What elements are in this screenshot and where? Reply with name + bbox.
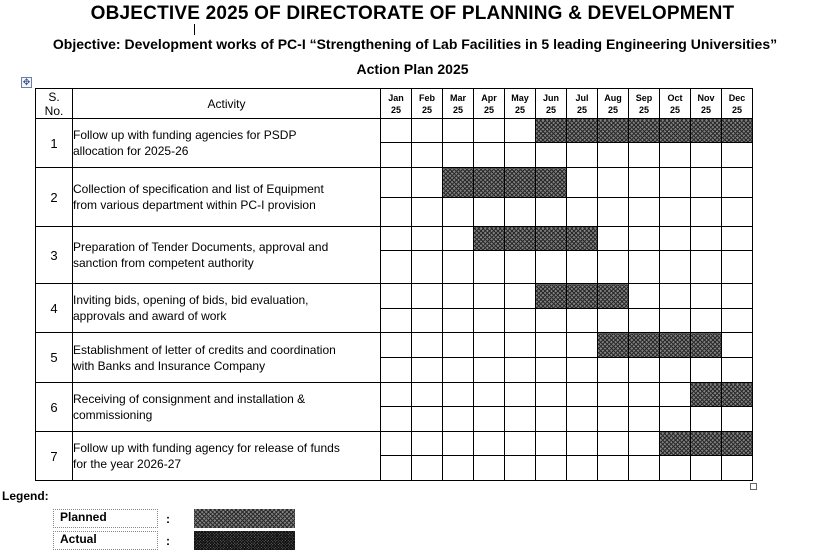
actual-empty-cell (505, 143, 536, 168)
actual-empty-cell (381, 198, 412, 227)
activity-text-line: Collection of specification and list of Equipment (73, 182, 324, 196)
planned-empty-cell (598, 383, 629, 407)
planned-empty-cell (660, 168, 691, 198)
actual-empty-cell (505, 251, 536, 284)
actual-empty-cell (629, 456, 660, 481)
legend-planned-label: Planned (53, 509, 158, 528)
actual-empty-cell (443, 407, 474, 432)
month-year: 25 (576, 104, 587, 115)
actual-empty-cell (412, 198, 443, 227)
planned-empty-cell (536, 432, 567, 456)
planned-cell-aug (598, 119, 629, 143)
actual-empty-cell (412, 456, 443, 481)
actual-empty-cell (412, 143, 443, 168)
month-year: 25 (514, 104, 525, 115)
activity-text-line: Preparation of Tender Documents, approval and (73, 240, 329, 254)
actual-empty-cell (443, 358, 474, 383)
month-name: Dec (728, 92, 746, 103)
month-header-nov (691, 89, 722, 119)
month-name: Oct (667, 92, 683, 103)
actual-empty-cell (598, 358, 629, 383)
planned-empty-cell (629, 168, 660, 198)
month-name: Mar (449, 92, 466, 103)
actual-empty-cell (691, 143, 722, 168)
actual-empty-cell (660, 309, 691, 333)
document-title: OBJECTIVE 2025 OF DIRECTORATE OF PLANNING & DEVELOPMENT (90, 3, 735, 24)
actual-empty-cell (505, 456, 536, 481)
month-year: 25 (607, 104, 618, 115)
table-move-handle-icon[interactable]: ✥ (22, 77, 31, 87)
planned-empty-cell (412, 168, 443, 198)
planned-cell-nov (691, 383, 722, 407)
actual-empty-cell (660, 198, 691, 227)
planned-cell-jul (567, 284, 598, 309)
month-header-jan (381, 89, 412, 119)
actual-empty-cell (536, 456, 567, 481)
month-header-jul (567, 89, 598, 119)
actual-empty-cell (691, 358, 722, 383)
actual-empty-cell (412, 358, 443, 383)
activity-text-line: Inviting bids, opening of bids, bid evaluation, (73, 293, 309, 307)
planned-empty-cell (660, 227, 691, 251)
planned-empty-cell (381, 119, 412, 143)
actual-empty-cell (660, 407, 691, 432)
planned-cell-mar (443, 168, 474, 198)
actual-empty-cell (691, 198, 722, 227)
activity-cell (73, 168, 381, 227)
planned-empty-cell (381, 168, 412, 198)
actual-empty-cell (443, 309, 474, 333)
actual-empty-cell (722, 358, 753, 383)
activity-text-line: Follow up with funding agencies for PSDP (73, 128, 297, 142)
activity-cell (73, 227, 381, 284)
planned-empty-cell (629, 284, 660, 309)
activity-cell (73, 284, 381, 333)
actual-empty-cell (443, 143, 474, 168)
planned-empty-cell (722, 227, 753, 251)
planned-cell-dec (722, 432, 753, 456)
actual-empty-cell (629, 143, 660, 168)
month-year: 25 (638, 104, 649, 115)
planned-cell-aug (598, 333, 629, 358)
planned-empty-cell (598, 168, 629, 198)
serial-number-cell: 4 (36, 284, 73, 333)
actual-empty-cell (691, 407, 722, 432)
month-name: Nov (697, 92, 715, 103)
actual-empty-cell (443, 198, 474, 227)
actual-empty-cell (691, 456, 722, 481)
actual-empty-cell (722, 251, 753, 284)
planned-cell-aug (598, 284, 629, 309)
month-year: 25 (700, 104, 711, 115)
planned-cell-nov (691, 119, 722, 143)
planned-empty-cell (474, 284, 505, 309)
actual-empty-cell (629, 198, 660, 227)
activity-text-line: Follow up with funding agency for release of funds (73, 441, 340, 455)
actual-empty-cell (381, 143, 412, 168)
planned-cell-apr (474, 168, 505, 198)
planned-cell-may (505, 227, 536, 251)
planned-empty-cell (660, 383, 691, 407)
actual-empty-cell (598, 456, 629, 481)
table-row (36, 432, 753, 456)
month-year: 25 (421, 104, 432, 115)
activity-text-line: sanction from competent authority (73, 256, 254, 270)
actual-empty-cell (412, 251, 443, 284)
planned-cell-jul (567, 227, 598, 251)
planned-empty-cell (443, 333, 474, 358)
actual-empty-cell (598, 198, 629, 227)
actual-empty-cell (443, 456, 474, 481)
planned-empty-cell (722, 168, 753, 198)
planned-empty-cell (412, 432, 443, 456)
actual-empty-cell (536, 143, 567, 168)
planned-empty-cell (474, 432, 505, 456)
activity-text-line: Receiving of consignment and installation & (73, 392, 306, 406)
planned-empty-cell (598, 227, 629, 251)
actual-empty-cell (691, 251, 722, 284)
action-plan-table (35, 88, 753, 481)
actual-empty-cell (629, 358, 660, 383)
actual-empty-cell (381, 358, 412, 383)
month-header-sep (629, 89, 660, 119)
serial-number-cell: 3 (36, 227, 73, 284)
sno-header-line-1: S. (48, 89, 60, 104)
activity-text-line: with Banks and Insurance Company (73, 358, 266, 373)
planned-empty-cell (660, 284, 691, 309)
planned-cell-jul (567, 119, 598, 143)
planned-cell-nov (691, 432, 722, 456)
activity-header: Activity (73, 89, 381, 119)
serial-number-cell: 2 (36, 168, 73, 227)
planned-empty-cell (443, 227, 474, 251)
planned-empty-cell (474, 333, 505, 358)
month-name: May (511, 92, 529, 103)
actual-empty-cell (474, 309, 505, 333)
actual-empty-cell (567, 309, 598, 333)
month-year: 25 (452, 104, 463, 115)
legend-planned-separator: : (166, 512, 170, 526)
planned-empty-cell (381, 227, 412, 251)
actual-empty-cell (474, 456, 505, 481)
planned-empty-cell (536, 333, 567, 358)
planned-empty-cell (443, 284, 474, 309)
actual-empty-cell (629, 407, 660, 432)
planned-cell-oct (660, 333, 691, 358)
month-name: Aug (604, 92, 622, 103)
serial-number-cell: 5 (36, 333, 73, 383)
actual-empty-cell (598, 251, 629, 284)
planned-empty-cell (691, 227, 722, 251)
planned-cell-oct (660, 119, 691, 143)
actual-empty-cell (722, 198, 753, 227)
planned-empty-cell (722, 284, 753, 309)
actual-empty-cell (443, 251, 474, 284)
actual-empty-cell (381, 407, 412, 432)
actual-empty-cell (598, 309, 629, 333)
actual-empty-cell (505, 198, 536, 227)
month-year: 25 (390, 104, 401, 115)
actual-empty-cell (381, 251, 412, 284)
planned-empty-cell (381, 432, 412, 456)
legend-actual-label: Actual (53, 531, 158, 550)
planned-empty-cell (412, 333, 443, 358)
planned-cell-sep (629, 333, 660, 358)
planned-empty-cell (412, 383, 443, 407)
table-row (36, 333, 753, 358)
actual-empty-cell (412, 309, 443, 333)
actual-empty-cell (598, 143, 629, 168)
actual-empty-cell (536, 198, 567, 227)
month-name: Sep (635, 92, 653, 103)
actual-empty-cell (536, 251, 567, 284)
actual-empty-cell (722, 407, 753, 432)
actual-empty-cell (536, 358, 567, 383)
planned-empty-cell (629, 432, 660, 456)
planned-empty-cell (691, 284, 722, 309)
sno-header (36, 89, 73, 119)
month-year: 25 (545, 104, 556, 115)
actual-empty-cell (412, 407, 443, 432)
month-year: 25 (669, 104, 680, 115)
planned-empty-cell (505, 119, 536, 143)
legend-actual-swatch (194, 531, 295, 550)
actual-empty-cell (722, 309, 753, 333)
actual-empty-cell (474, 143, 505, 168)
activity-text-line: for the year 2026-27 (73, 457, 182, 471)
actual-empty-cell (505, 407, 536, 432)
month-header-dec (722, 89, 753, 119)
actual-empty-cell (629, 309, 660, 333)
planned-cell-dec (722, 383, 753, 407)
planned-cell-sep (629, 119, 660, 143)
actual-empty-cell (629, 251, 660, 284)
actual-empty-cell (474, 251, 505, 284)
month-name: Feb (418, 92, 435, 103)
table-row (36, 383, 753, 407)
month-header-oct (660, 89, 691, 119)
planned-empty-cell (505, 432, 536, 456)
planned-empty-cell (536, 383, 567, 407)
table-row (36, 227, 753, 251)
serial-number-cell: 7 (36, 432, 73, 481)
actual-empty-cell (567, 143, 598, 168)
planned-cell-may (505, 168, 536, 198)
activity-cell (73, 383, 381, 432)
actual-empty-cell (474, 407, 505, 432)
objective-line: Objective: Development works of PC-I “Strengthening of Lab Facilities in 5 leading Engineering Universities” (52, 36, 778, 52)
actual-empty-cell (567, 456, 598, 481)
actual-empty-cell (722, 456, 753, 481)
activity-text-line: approvals and award of work (73, 309, 227, 323)
planned-empty-cell (505, 383, 536, 407)
planned-cell-nov (691, 333, 722, 358)
planned-cell-oct (660, 432, 691, 456)
planned-cell-jun (536, 227, 567, 251)
text-cursor (194, 24, 195, 35)
month-name: Jun (542, 92, 559, 103)
planned-cell-apr (474, 227, 505, 251)
action-plan-title: Action Plan 2025 (356, 61, 469, 77)
actual-empty-cell (660, 143, 691, 168)
planned-empty-cell (474, 383, 505, 407)
actual-empty-cell (598, 407, 629, 432)
planned-empty-cell (505, 333, 536, 358)
month-header-apr (474, 89, 505, 119)
legend-planned-swatch (194, 509, 295, 528)
activity-text-line: Establishment of letter of credits and coordination (73, 342, 336, 357)
serial-number-cell: 1 (36, 119, 73, 168)
planned-empty-cell (381, 333, 412, 358)
planned-cell-dec (722, 119, 753, 143)
serial-number-cell: 6 (36, 383, 73, 432)
actual-empty-cell (660, 251, 691, 284)
table-row (36, 119, 753, 143)
month-name: Apr (481, 92, 497, 103)
actual-empty-cell (722, 143, 753, 168)
planned-empty-cell (567, 333, 598, 358)
actual-empty-cell (474, 198, 505, 227)
activity-cell (73, 333, 381, 383)
actual-empty-cell (381, 456, 412, 481)
activity-cell (73, 432, 381, 481)
month-header-jun (536, 89, 567, 119)
actual-empty-cell (505, 358, 536, 383)
planned-empty-cell (443, 383, 474, 407)
planned-empty-cell (629, 383, 660, 407)
sno-header-line-2: No. (44, 103, 64, 118)
activity-cell (73, 119, 381, 168)
table-row (36, 284, 753, 309)
planned-cell-jun (536, 119, 567, 143)
actual-empty-cell (505, 309, 536, 333)
planned-empty-cell (505, 284, 536, 309)
planned-empty-cell (722, 333, 753, 358)
month-name: Jul (575, 92, 589, 103)
actual-empty-cell (381, 309, 412, 333)
actual-empty-cell (660, 456, 691, 481)
table-row (36, 168, 753, 198)
activity-text-line: from various department within PC-I provision (73, 198, 316, 212)
month-year: 25 (483, 104, 494, 115)
actual-empty-cell (567, 251, 598, 284)
actual-empty-cell (536, 407, 567, 432)
planned-empty-cell (412, 119, 443, 143)
month-header-mar (443, 89, 474, 119)
month-header-feb (412, 89, 443, 119)
planned-cell-jun (536, 168, 567, 198)
planned-empty-cell (443, 119, 474, 143)
planned-empty-cell (412, 227, 443, 251)
planned-empty-cell (567, 432, 598, 456)
month-header-aug (598, 89, 629, 119)
planned-cell-jun (536, 284, 567, 309)
legend-actual-separator: : (166, 534, 170, 548)
legend-title: Legend: (2, 489, 49, 503)
actual-empty-cell (567, 198, 598, 227)
actual-empty-cell (567, 407, 598, 432)
planned-empty-cell (381, 383, 412, 407)
month-year: 25 (731, 104, 742, 115)
actual-empty-cell (660, 358, 691, 383)
planned-empty-cell (474, 119, 505, 143)
planned-empty-cell (598, 432, 629, 456)
month-name: Jan (388, 92, 404, 103)
planned-empty-cell (567, 383, 598, 407)
activity-text-line: allocation for 2025-26 (73, 144, 189, 158)
actual-empty-cell (567, 358, 598, 383)
planned-empty-cell (381, 284, 412, 309)
month-header-may (505, 89, 536, 119)
table-resize-handle[interactable] (750, 483, 757, 490)
planned-empty-cell (567, 168, 598, 198)
planned-empty-cell (412, 284, 443, 309)
planned-empty-cell (443, 432, 474, 456)
actual-empty-cell (691, 309, 722, 333)
planned-empty-cell (691, 168, 722, 198)
activity-text-line: commissioning (73, 408, 153, 422)
actual-empty-cell (474, 358, 505, 383)
planned-empty-cell (629, 227, 660, 251)
actual-empty-cell (536, 309, 567, 333)
